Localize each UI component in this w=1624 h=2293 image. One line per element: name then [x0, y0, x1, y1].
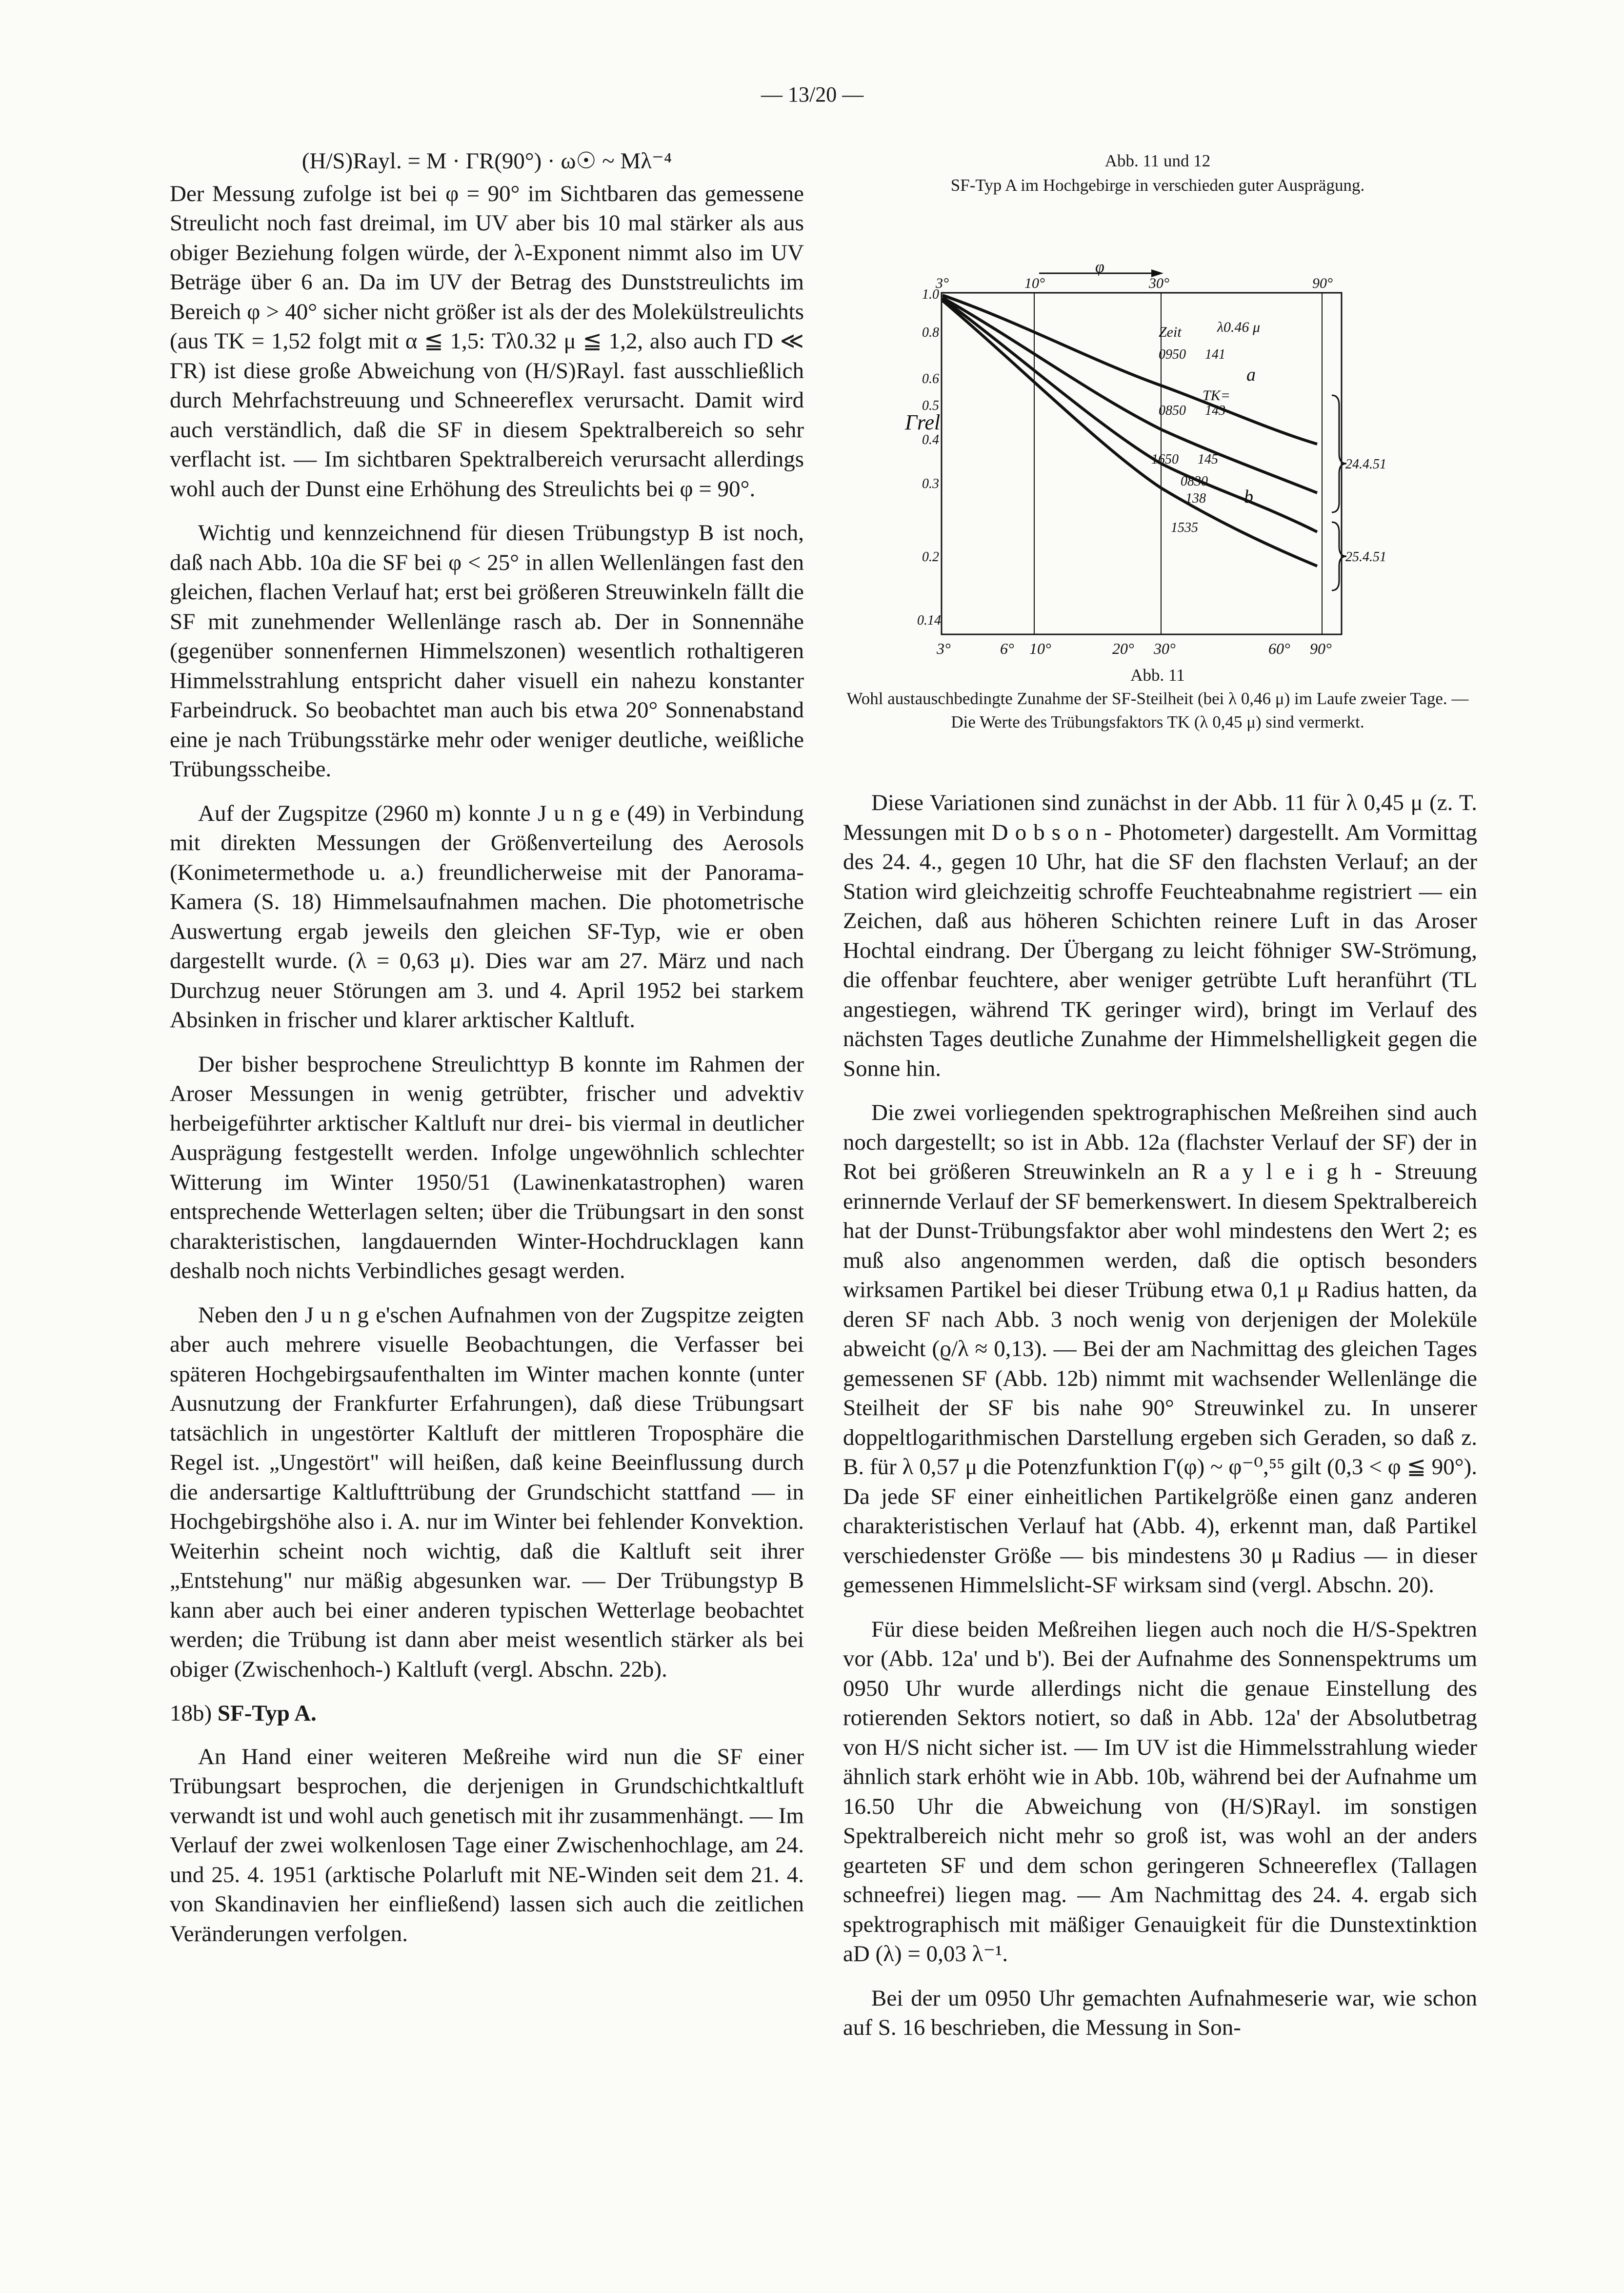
bracket	[1332, 522, 1346, 590]
rayleigh-formula: (H/S)Rayl. = M · ΓR(90°) · ω☉ ~ Mλ⁻⁴	[301, 148, 672, 174]
bracket-label: 25.4.51	[1345, 549, 1386, 565]
curve-a-upper	[942, 295, 1317, 444]
y-tick: 1.0	[922, 287, 939, 302]
section-heading	[170, 1699, 804, 1728]
y-tick: 0.4	[922, 432, 939, 447]
curve-tk: 141	[1205, 347, 1225, 362]
figure-header	[838, 149, 1477, 198]
curve-tk: 143	[1205, 403, 1225, 418]
y-axis-label: Γrel	[905, 410, 941, 434]
curve-time: 0950	[1159, 347, 1186, 362]
col-zeit: Zeit	[1159, 324, 1182, 340]
paragraph: Der Messung zufolge ist bei φ = 90° im Sichtbaren das gemessene Streulicht noch fast dreimal, im UV aber bis 10 mal stärker als aus obiger Beziehung folgen würde, der λ-Exponent nimmt also im UV Beträge über 6 an. Da im UV der Betrag des Dunststreulichts im Bereich φ > 40° sicher nicht größer ist als der des Molekülstreulichts (aus TK = 1,52 folgt mit α ≦ 1,5: Tλ0.32 μ ≦ 1,2, also auch ΓD ≪ ΓR) ist diese große Abweichung von (H/S)Rayl. fast ausschließlich durch Mehrfachstreuung und Schneereflex verursacht. Damit wird auch verständlich, daß die SF in diesem Spektralbereich so sehr verflacht ist. — Im sichtbaren Spektralbereich verursacht allerdings wohl auch der Dunst eine Erhöhung des Streulichts bei φ = 90°.	[170, 181, 804, 502]
top-tick: 10°	[1024, 275, 1045, 291]
curve-time: 0830	[1181, 474, 1208, 489]
bottom-tick: 20°	[1112, 640, 1134, 657]
figure-header-title: Abb. 11 und 12	[1104, 151, 1211, 170]
paragraph: Wichtig und kennzeichnend für diesen Trübungstyp B ist noch, daß nach Abb. 10a die SF bei φ < 25° in allen Wellenlängen fast den gleichen, flachen Verlauf hat; erst bei größeren Streuwinkeln fällt die SF mit zunehmender Wellenlänge rasch ab. Der in Sonnennähe (gegenüber sonnenfernen Himmelszonen) wesentlich rothaltigeren Himmelsstrahlung entspricht daher visuell ein nahezu konstanter Farbeindruck. So beobachtet man auch bis etwa 20° Sonnenabstand eine je nach Trübungsstärke mehr oder weniger deutliche, weißliche Trübungsscheibe.	[170, 520, 804, 782]
figure-graph	[898, 258, 1395, 659]
bottom-tick: 60°	[1268, 640, 1290, 657]
bottom-tick: 10°	[1029, 640, 1051, 657]
curve-time: 1650	[1151, 452, 1179, 467]
caption-label: Abb. 11	[1130, 666, 1185, 685]
y-tick: 0.3	[922, 476, 939, 491]
col-tk: TK=	[1203, 387, 1230, 404]
paragraph: Bei der um 0950 Uhr gemachten Aufnahmeserie war, wie schon auf S. 16 beschrieben, die Messung in Son-	[843, 1985, 1477, 2040]
section-number: 18b)	[170, 1701, 212, 1726]
right-column	[843, 788, 1477, 2057]
phi-label: φ	[1095, 258, 1104, 276]
bottom-tick: 90°	[1310, 640, 1332, 657]
top-tick: 90°	[1312, 275, 1333, 291]
bracket	[1332, 395, 1346, 512]
paragraph: Die zwei vorliegenden spektrographischen Meßreihen sind auch noch dargestellt; so ist in Abb. 12a (flachster Verlauf der SF) der in Rot bei größeren Streuwinkeln an R a y l e i g h - Streuung erinnernde Verlauf der SF bemerkenswert. In diesem Spektralbereich hat der Dunst-Trübungsfaktor aber wohl mindestens den Wert 2; es muß also angenommen werden, daß die optisch besonders wirksamen Partikel bei dieser Trübung etwa 0,1 μ Radius hatten, da deren SF nach Abb. 3 noch wenig von derjenigen der Moleküle abweicht (ϱ/λ ≈ 0,13). — Bei der am Nachmittag des gleichen Tages gemessenen SF (Abb. 12b) nimmt mit wachsender Wellenlänge die Steilheit der SF bis nahe 90° Streuwinkel zu. In unserer doppeltlogarithmischen Darstellung ergeben sich Geraden, so daß z. B. für λ 0,57 μ die Potenzfunktion Γ(φ) ~ φ⁻⁰,⁵⁵ gilt (0,3 < φ ≦ 90°). Da jede SF einer einheitlichen Partikelgröße einen ganz anderen charakteristischen Verlauf hat (Abb. 4), erkennt man, daß Partikel verschiedenster Größe — bis mindestens 30 μ Radius — in dieser gemessenen Himmelslicht-SF wirksam sind (vergl. Abschn. 20).	[843, 1100, 1477, 1598]
top-tick: 3°	[936, 275, 949, 291]
bottom-tick: 6°	[1000, 640, 1014, 657]
top-tick: 30°	[1149, 275, 1169, 291]
col-lambda: λ0.46 μ	[1217, 319, 1261, 335]
y-tick: 0.8	[922, 325, 939, 340]
curve-b-upper	[942, 299, 1317, 532]
left-column	[170, 146, 804, 1963]
caption-text: Wohl austauschbedingte Zunahme der SF-Steilheit (bei λ 0,46 μ) im Laufe zweier Tage. — Die Werte des Trübungsfaktors TK (λ 0,45 μ) sind vermerkt.	[846, 689, 1469, 731]
curve-time: 0850	[1159, 403, 1186, 418]
curve-tk: 145	[1198, 452, 1218, 467]
y-tick: 0.6	[922, 371, 939, 386]
y-tick: 0.5	[922, 398, 939, 413]
bracket-label: 24.4.51	[1345, 457, 1386, 472]
curve-label-b: b	[1244, 487, 1253, 507]
paragraph: Der bisher besprochene Streulichttyp B konnte im Rahmen der Aroser Messungen in wenig getrübter, frischer und advektiv herbeigeführter arktischer Kaltluft nur drei- bis viermal in deutlicher Ausprägung festgestellt werden. Infolge ungewöhnlich schlechter Witterung im Winter 1950/51 (Lawinenkatastrophen) waren entsprechende Wetterlagen selten; über die Trübungsart in den sonst charakteristischen, langdauernden Winter-Hochdrucklagen kann deshalb noch nichts Verbindliches gesagt werden.	[170, 1051, 804, 1283]
paragraph: Für diese beiden Meßreihen liegen auch noch die H/S-Spektren vor (Abb. 12a' und b'). Bei der Aufnahme des Sonnenspektrums um 0950 Uhr wurde allerdings nicht die genaue Einstellung des rotierenden Sektors notiert, so daß in Abb. 12a' der Absolutbetrag von H/S nicht sicher ist. — Im UV ist die Himmelsstrahlung wieder ähnlich stark erhöht wie in Abb. 10b, während bei der Aufnahme um 16.50 Uhr die Abweichung von (H/S)Rayl. im sonstigen Spektralbereich nicht mehr so groß ist, was wohl an der anders gearteten SF und dem schon geringeren Schneereflex (Tallagen schneefrei) liegen mag. — Am Nachmittag des 24. 4. ergab sich spektrographisch mit mäßiger Genauigkeit für die Dunstextinktion aD (λ) = 0,03 λ⁻¹.	[843, 1616, 1477, 1967]
paragraph: Diese Variationen sind zunächst in der Abb. 11 für λ 0,45 μ (z. T. Messungen mit D o b s o n - Photometer) dargestellt. Am Vormittag des 24. 4., gegen 10 Uhr, hat die SF den flachsten Verlauf; an der Station wird gleichzeitig schroffe Feuchteabnahme registriert — ein Zeichen, daß aus höheren Schichten reinere Luft in das Aroser Hochtal eindrang. Der Übergang zu leicht föhniger SW-Strömung, die offenbar feuchtere, aber weniger getrübte Luft heranführt (TL angestiegen, während TK geringer wird), bringt im Verlauf des nächsten Tages deutliche Zunahme der Himmelshelligkeit gegen die Sonne hin.	[843, 790, 1477, 1081]
section-title: SF-Typ A.	[217, 1701, 317, 1726]
figure-header-subtitle: SF-Typ A im Hochgebirge in verschieden guter Ausprägung.	[950, 176, 1365, 195]
paragraph: Neben den J u n g e'schen Aufnahmen von der Zugspitze zeigten aber auch mehrere visuelle Beobachtungen, die Verfasser bei späteren Hochgebirgsaufenthalten im Winter machen konnte (unter Ausnutzung der Frankfurter Erfahrungen), daß diese Trübungsart tatsächlich in ungestörter Kaltluft der mittleren Troposphäre die Regel ist. „Ungestört" will heißen, daß keine Beeinflussung durch die andersartige Kaltlufttrübung der Grundschicht stattfand — in Hochgebirgshöhe also i. A. nur im Winter bei fehlender Konvektion. Weiterhin scheint noch wichtig, daß die Kaltluft seit ihrer „Entstehung" nur mäßig abgesunken war. — Der Trübungstyp B kann aber auch bei einer anderen typischen Wetterlage beobachtet werden; die Trübung ist dann aber meist wesentlich stärker als bei obiger (Zwischenhoch-) Kaltluft (vergl. Abschn. 22b).	[170, 1302, 804, 1682]
curve-time: 1535	[1171, 520, 1198, 535]
y-tick: 0.14	[917, 613, 941, 628]
page-number: — 13/20 —	[761, 82, 864, 106]
figure-caption	[838, 664, 1477, 734]
figure-abb-11	[898, 258, 1395, 659]
curve-tk: 138	[1185, 491, 1206, 506]
bottom-tick: 30°	[1154, 640, 1176, 657]
curve-label-a: a	[1246, 365, 1256, 385]
paragraph: Auf der Zugspitze (2960 m) konnte J u n g e (49) in Verbindung mit direkten Messungen der Größenverteilung des Aerosols (Konimetermethode u. a.) freundlicherweise mit der Panorama-Kamera (S. 18) Himmelsaufnahmen machen. Die photometrische Auswertung ergab jeweils den gleichen SF-Typ, wie er oben dargestellt wurde. (λ = 0,63 μ). Dies war am 27. März und nach Durchzug neuer Störungen am 3. und 4. April 1952 bei starkem Absinken in frischer und klarer arktischer Kaltluft.	[170, 800, 804, 1033]
bottom-tick: 3°	[937, 640, 951, 657]
y-tick: 0.2	[922, 549, 939, 565]
paragraph: An Hand einer weiteren Meßreihe wird nun die SF einer Trübungsart besprochen, die derjenigen in Grundschichtkaltluft verwandt ist und wohl auch genetisch mit ihr zusammenhängt. — Im Verlauf der zwei wolkenlosen Tage einer Zwischenhochlage, am 24. und 25. 4. 1951 (arktische Polarluft mit NE-Winden seit dem 21. 4. von Skandinavien her einfließend) lassen sich auch die zeitlichen Veränderungen verfolgen.	[170, 1744, 804, 1947]
